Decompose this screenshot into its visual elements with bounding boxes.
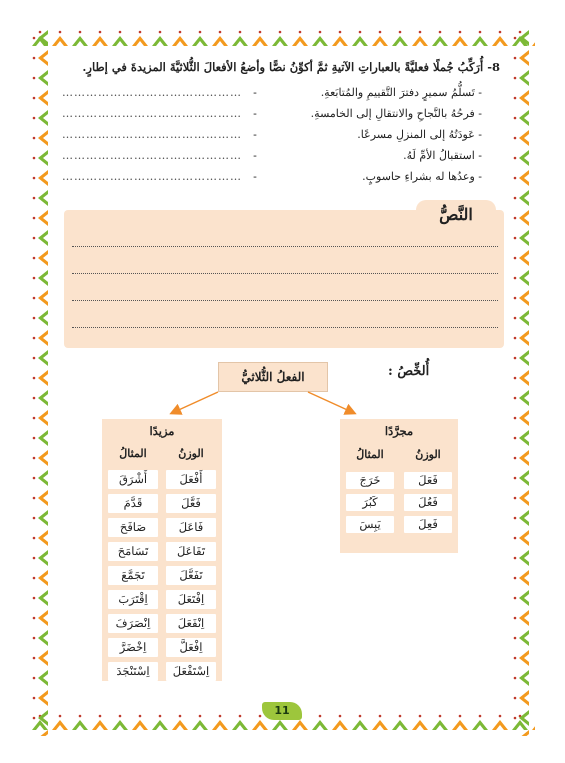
mazid-row <box>108 566 216 585</box>
summary-label: أُلخِّصُ : <box>388 364 430 379</box>
exercise-dash: - <box>253 107 257 120</box>
mazid-mithal-cell: أَشْرَقَ <box>108 470 158 489</box>
mujarrad-header-mithal: المثالُ <box>356 447 384 461</box>
mazid-header-wazn: الوزنُ <box>178 446 204 460</box>
exercise-dash: - <box>253 170 257 183</box>
mazid-wazn-cell: تَفَاعَلَ <box>166 542 216 561</box>
mazid-row <box>108 542 216 561</box>
exercise-phrase: - فرحُهُ بالنَّجاحِ والانتقالِ إلى الخامسةِ. <box>310 107 482 120</box>
exercise-answer-dots: ……………………………………… <box>62 149 242 162</box>
mujarrad-mithal-cell: يَبِسَ <box>346 516 394 533</box>
exercise-answer-dots: ……………………………………… <box>62 107 242 120</box>
mazid-row <box>108 470 216 489</box>
mazid-mithal-cell: تَسَامَحَ <box>108 542 158 561</box>
text-box-title: النَّصُّ <box>416 200 496 230</box>
mazid-row <box>108 518 216 537</box>
mazid-mithal-cell: قَدَّمَ <box>108 494 158 513</box>
mazid-mithal-cell: اِسْتَنْجَدَ <box>108 662 158 681</box>
mazid-wazn-cell: اِسْتَفْعَلَ <box>166 662 216 681</box>
mujarrad-wazn-cell: فَعُلَ <box>404 494 452 511</box>
mujarrad-wazn-cell: فَعِلَ <box>404 516 452 533</box>
mazid-wazn-cell: فَعَّلَ <box>166 494 216 513</box>
mujarrad-row <box>346 494 452 511</box>
mazid-wazn-cell: تَفَعَّلَ <box>166 566 216 585</box>
mazid-mithal-cell: اِخْضَرَّ <box>108 638 158 657</box>
mazid-row <box>108 662 216 681</box>
mujarrad-mithal-cell: كَبُرَ <box>346 494 394 511</box>
mazid-wazn-cell: اِنْفَعَلَ <box>166 614 216 633</box>
mazid-header <box>108 441 216 465</box>
mazid-mithal-cell: اِنْصَرَفَ <box>108 614 158 633</box>
arrow-to-mazid <box>172 392 218 413</box>
mazid-wazn-cell: اِفْعَلَّ <box>166 638 216 657</box>
mujarrad-header <box>346 441 452 467</box>
question-number: 8- <box>487 60 500 74</box>
exercise-answer-dots: ……………………………………… <box>62 86 242 99</box>
mazid-wazn-cell: اِفْتَعَلَ <box>166 590 216 609</box>
mazid-header-mithal: المثالُ <box>119 446 147 460</box>
exercise-phrase: - وعدُها له بشراءِ حاسوبٍ. <box>362 170 482 183</box>
mazid-row <box>108 494 216 513</box>
mazid-mithal-cell: اِقْتَرَبَ <box>108 590 158 609</box>
question-text: أُرَكِّبُ جُملًا فعليَّةً بالعباراتِ الآتيةِ ثمَّ أكوِّنُ نصًّا وأضعُ الأفعالَ الثُّلاثيَّةَ المزيدةَ في إطارٍ. <box>82 60 484 74</box>
exercise-phrase: - تَسلُّمُ سميرٍ دفترَ التَّقييمِ والمُتابَعةِ. <box>320 86 482 99</box>
exercise-answer-dots: ……………………………………… <box>62 170 242 183</box>
exercise-phrase: - عَودَتُهُ إلى المنزلِ مسرعًا. <box>357 128 482 141</box>
mujarrad-wazn-cell: فَعَلَ <box>404 472 452 489</box>
mazid-mithal-cell: صَافَحَ <box>108 518 158 537</box>
arrow-to-mujarrad <box>308 392 354 413</box>
mazid-mithal-cell: تَجَمَّعَ <box>108 566 158 585</box>
mazid-row <box>108 638 216 657</box>
mujarrad-row <box>346 516 452 533</box>
mazid-row <box>108 590 216 609</box>
exercise-answer-dots: ……………………………………… <box>62 128 242 141</box>
mazid-wazn-cell: فَاعَلَ <box>166 518 216 537</box>
mujarrad-table <box>340 419 458 553</box>
mujarrad-title: مجرَّدًا <box>384 424 414 438</box>
mujarrad-row <box>346 472 452 489</box>
mazid-row <box>108 614 216 633</box>
page-number: 11 <box>262 702 302 720</box>
exercise-dash: - <box>253 128 257 141</box>
mazid-wazn-cell: أَفْعَلَ <box>166 470 216 489</box>
exercise-dash: - <box>253 149 257 162</box>
root-verb-box: الفعلُ الثُّلاثيُّ <box>218 362 328 392</box>
mazid-title: مزيدًا <box>149 424 175 438</box>
mazid-table <box>102 419 222 681</box>
mujarrad-mithal-cell: خَرَجَ <box>346 472 394 489</box>
mujarrad-header-wazn: الوزنُ <box>415 447 441 461</box>
exercise-dash: - <box>253 86 257 99</box>
exercise-phrase: - استقبالُ الأمِّ لَهُ. <box>403 149 482 162</box>
